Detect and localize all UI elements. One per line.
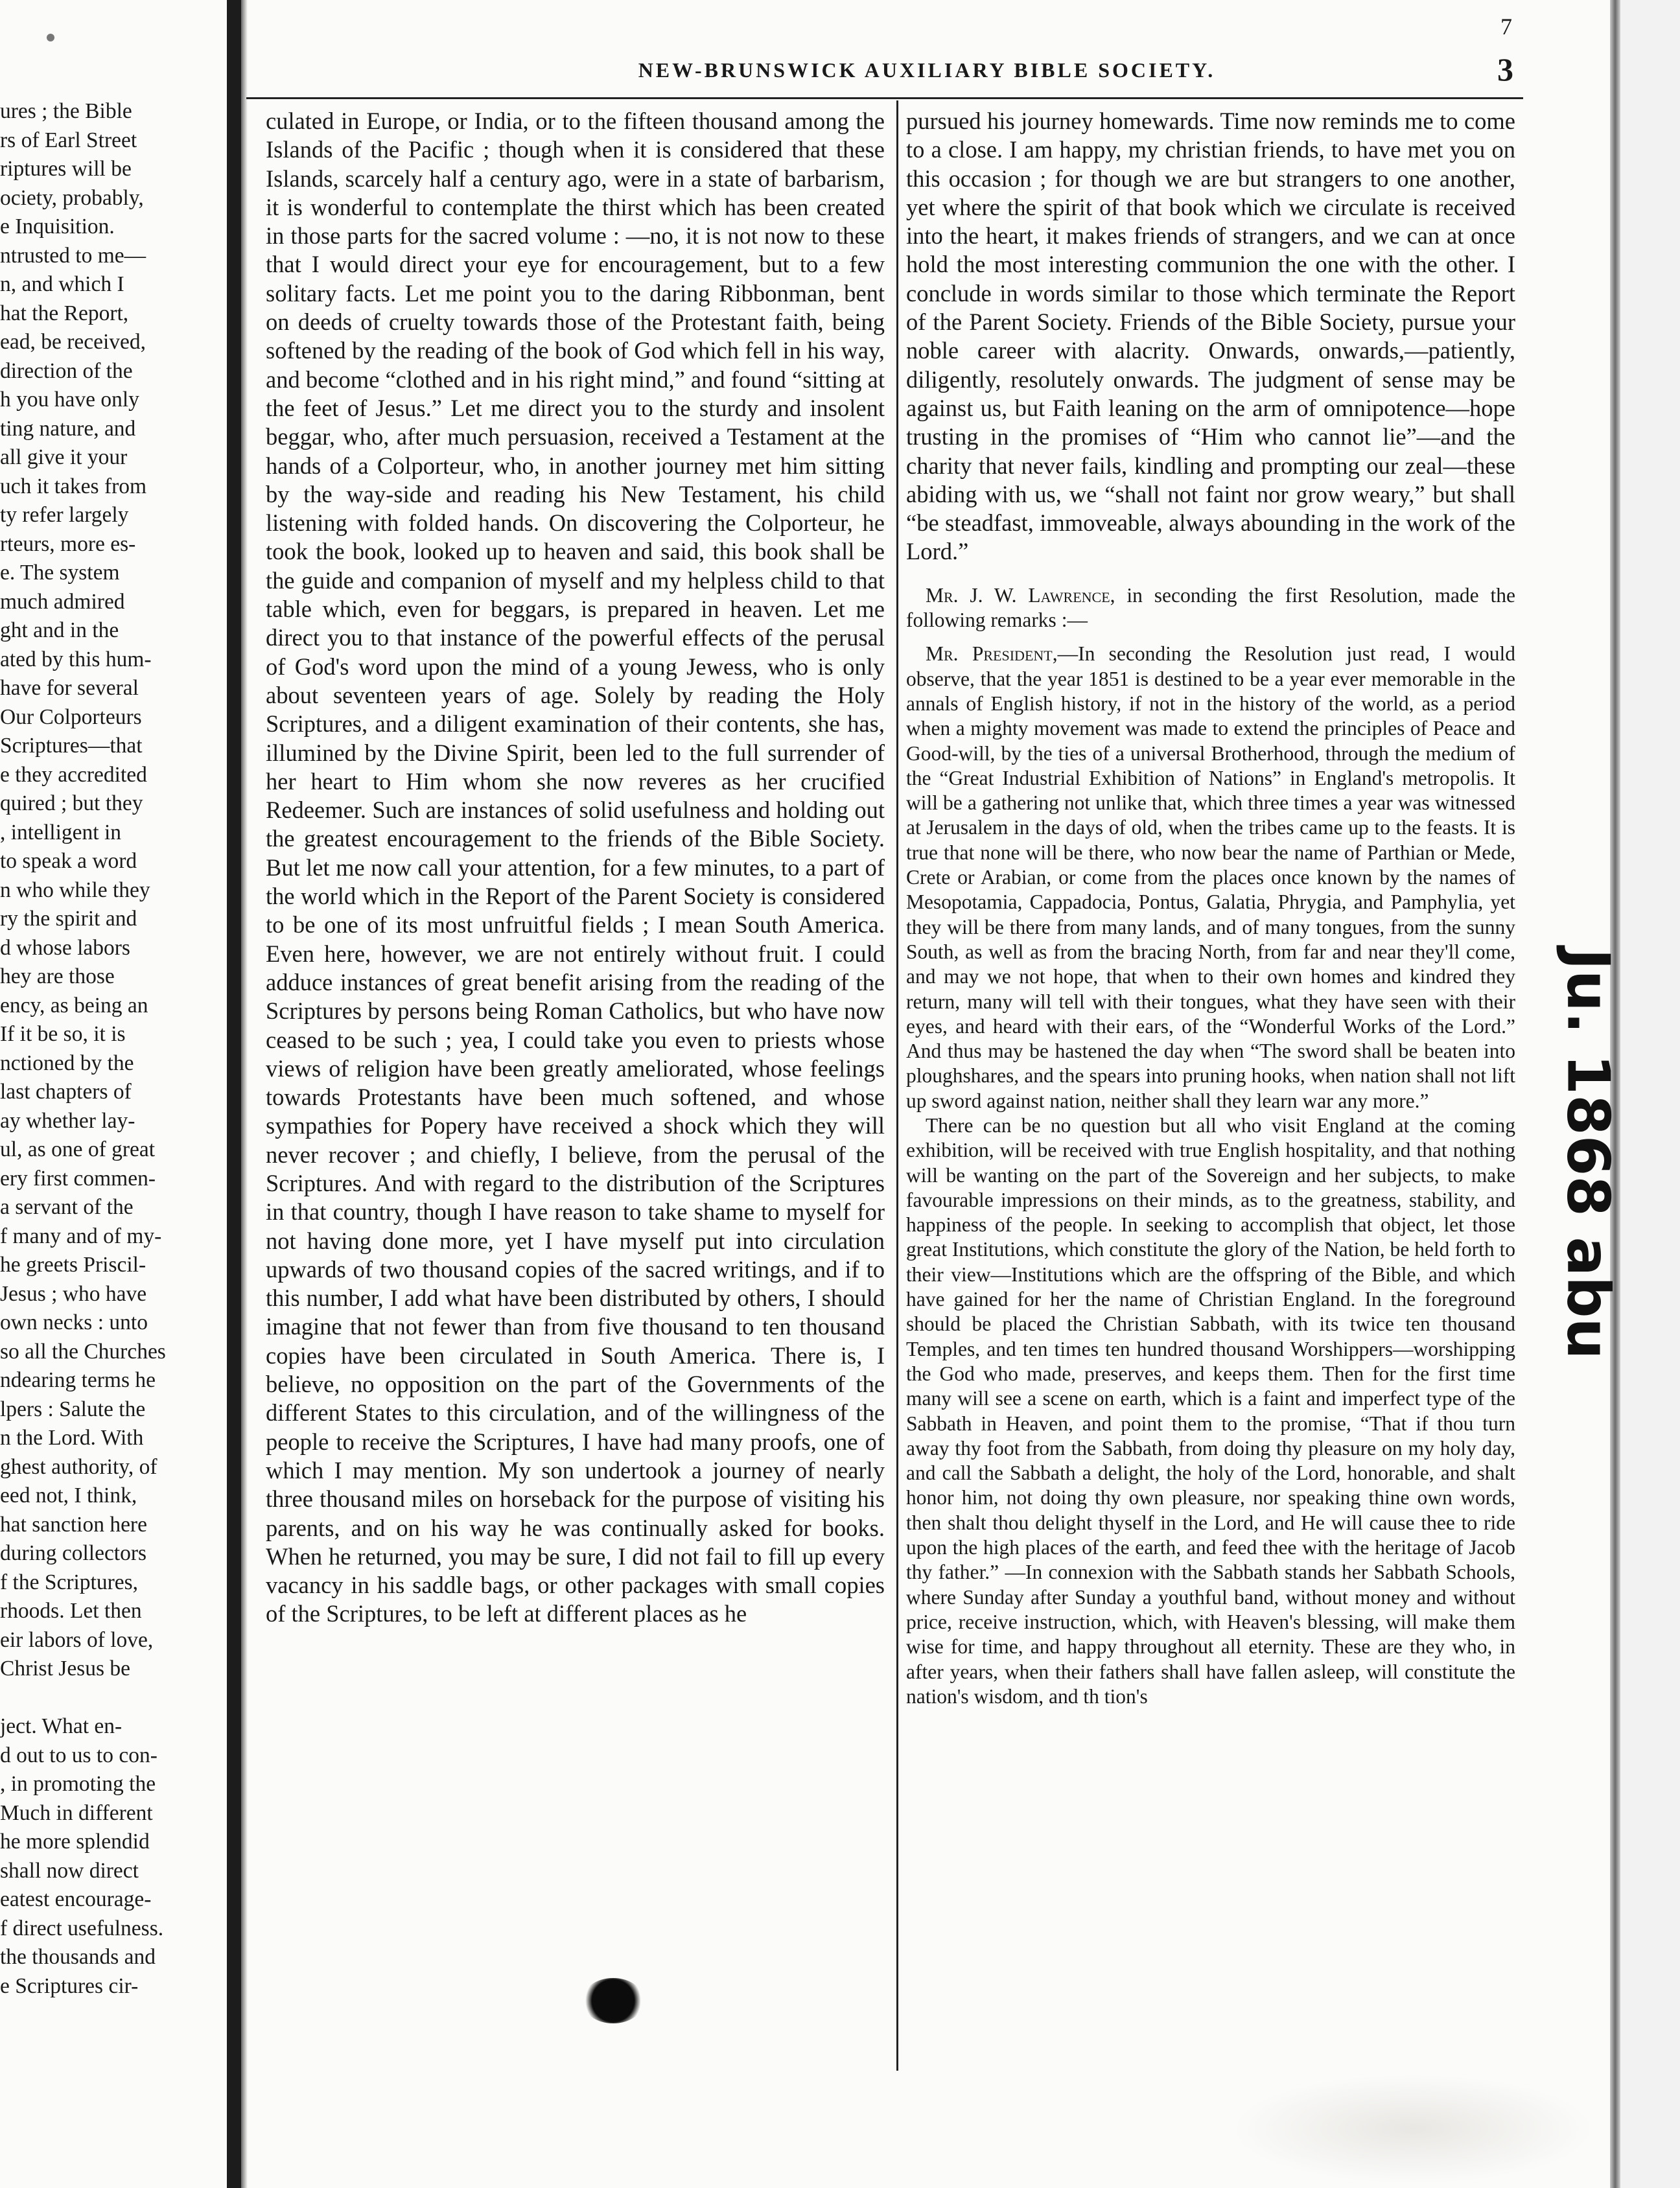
- binding-gutter: [227, 0, 241, 2188]
- left-column-line: ntrusted to me—: [0, 243, 146, 268]
- left-column-line: ghest authority, of: [0, 1454, 158, 1479]
- left-column-line: he more splendid: [0, 1830, 150, 1854]
- left-column-line: ency, as being an: [0, 993, 148, 1018]
- left-column-line: shall now direct: [0, 1858, 139, 1883]
- left-column-line: riptures will be: [0, 157, 132, 181]
- left-column-line: hey are those: [0, 964, 115, 988]
- left-column-line: ght and in the: [0, 618, 119, 642]
- left-column-line: uch it takes from: [0, 474, 147, 498]
- left-column-line: Jesus ; who have: [0, 1281, 147, 1306]
- left-column-line: ul, as one of great: [0, 1137, 156, 1161]
- address-lead: Mr. President,: [926, 642, 1058, 666]
- left-column-line: ay whether lay-: [0, 1108, 135, 1133]
- left-column-line: all give it your: [0, 445, 128, 469]
- left-column-line: a servant of the: [0, 1195, 134, 1219]
- left-column-line: e Scriptures cir-: [0, 1973, 139, 1998]
- ink-blot: [582, 1978, 644, 2023]
- left-column-line: eatest encourage-: [0, 1887, 152, 1911]
- left-column-line: d out to us to con-: [0, 1743, 158, 1767]
- left-column-line: last chapters of: [0, 1080, 132, 1104]
- gutter-shadow: [241, 0, 248, 2188]
- left-column-line: Scriptures—that: [0, 734, 143, 758]
- corner-mark: 7: [1500, 14, 1512, 40]
- left-column-line: ures ; the Bible: [0, 99, 132, 123]
- speech-paragraph-2: There can be no question but all who visit England at the coming exhibition, will be received with true English hospitality, and that nothing will be wanting on the part of the Sovereign and her subjects, to make favourable impressions on their minds, as to the greatness, stability, and happiness of the people. In seeking to accomplish that object, let those great Institutions, which constitute the glory of the Nation, be held forth to their view—Institutions which are the offspring of the Bible, and which have gained for her the name of Christian England. In the foreground should be placed the Christian Sabbath, with its twice ten thousand Temples, and ten times ten hundred thousand Worshippers—worshipping the God who made, preserves, and keeps them. Then for the first time many will see a scene on earth, which is a faint and imperfect type of the Sabbath in Heaven, and point them to the promise, “That if thou turn away thy foot from the Sabbath, from doing thy pleasure on my holy day, and call the Sabbath a delight, the holy of the Lord, honorable, and shalt honor him, not doing thy own pleasure, nor speaking thine own words, then shalt thou delight thyself in the Lord, and He will cause thee to ride upon the high places of the earth, and feed thee with the heritage of Jacob thy father.” —In connexion with the Sabbath stands her Sabbath Schools, where Sunday after Sunday a youthful band, without money and without price, receive instruction, which, with Heaven's blessing, will make them wise for time, and happy throughout all eternity. These are they who, in after years, when their fathers shall have fallen asleep, will constitute the nation's wisdom, and th tion's: [906, 1113, 1515, 1708]
- left-column-line: to speak a word: [0, 849, 137, 873]
- left-column-line: ry the spirit and: [0, 907, 137, 931]
- middle-column: [266, 107, 885, 1629]
- left-column-line: rteurs, more es-: [0, 531, 136, 556]
- left-column-line: e they accredited: [0, 762, 147, 787]
- left-column-line: e. The system: [0, 561, 120, 585]
- left-column-line: ery first commen-: [0, 1166, 156, 1191]
- handwritten-note-text: Ju. 1868 abu: [1554, 948, 1622, 1360]
- left-column-line: so all the Churches: [0, 1339, 166, 1364]
- left-column-line: ociety, probably,: [0, 185, 144, 210]
- left-column-line: own necks : unto: [0, 1310, 148, 1334]
- left-column-line: Much in different: [0, 1800, 153, 1825]
- left-column-line: lpers : Salute the: [0, 1397, 146, 1421]
- address-text: —In seconding the Resolution just read, I would observe, that the year 1851 is destined to be a year ever memorable in the annals of English history, if not in the history of the world, as a period when a mighty movement was made to extend the principles of Peace and Good-will, by the ties of a universal Brotherhood, through the medium of the “Great Industrial Exhibition of Nations” in England's metropolis. It will be a gathering not unlike that, which three times a year was witnessed at Jerusalem in the days of old, when the tribes came up to the feasts. It is true that none will be there, who now bear the name of Parthian or Mede, Crete or Arabian, or come from the places once known by the names of Mesopotamia, Cappadocia, Pontus, Galatia, Phrygia, and Pamphylia, yet they will be there from many lands, and of many tongues, from the sunny South, as well as from the bracing North, from far and near they'll come, and may we not hope, that when to their own homes and kindred they return, many will tell with their tongues, what they have seen with their eyes, and heard with their ears, of the “Wonderful Works of the Lord.” And thus may be hastened the day when “The sword shall be beaten into ploughshares, and the spears into pruning hooks, when nation shall not lift up sword against nation, neither shall they learn war any more.”: [906, 642, 1516, 1112]
- left-column-line: e Inquisition.: [0, 215, 115, 239]
- left-column-line: direction of the: [0, 358, 133, 383]
- left-column-line: hat the Report,: [0, 301, 129, 325]
- left-column-line: have for several: [0, 676, 139, 700]
- left-column-line: , intelligent in: [0, 820, 122, 844]
- left-column-line: f direct usefulness.: [0, 1916, 164, 1940]
- left-column-line: f the Scriptures,: [0, 1570, 139, 1594]
- left-column-line: [0, 1684, 211, 1713]
- left-column-line: nctioned by the: [0, 1051, 134, 1075]
- right-column: [906, 107, 1515, 1709]
- left-column-line: ead, be received,: [0, 330, 146, 354]
- left-column-line: he greets Priscil-: [0, 1253, 146, 1277]
- page-number: 3: [1497, 51, 1513, 87]
- speaker-intro-text: in seconding the first Resolution, made the following remarks :—: [906, 583, 1515, 632]
- left-column: [0, 97, 211, 2001]
- left-column-line: the thousands and: [0, 1945, 156, 1969]
- left-column-line: ndearing terms he: [0, 1368, 156, 1392]
- left-column-line: rhoods. Let then: [0, 1599, 142, 1623]
- header-rule: [246, 97, 1523, 99]
- left-column-line: , in promoting the: [0, 1772, 156, 1796]
- speech-opening: [906, 642, 1515, 1113]
- ink-speck: [47, 34, 54, 41]
- left-column-line: ject. What en-: [0, 1714, 122, 1738]
- left-column-line: d whose labors: [0, 935, 130, 960]
- handwritten-margin-note: [1530, 830, 1646, 1478]
- left-column-line: Christ Jesus be: [0, 1657, 130, 1681]
- speech-conclusion: pursued his journey homewards. Time now reminds me to come to a close. I am happy, my christian friends, to have met you on this occasion ; for though we are but strangers to one another, yet where the spirit of that book which we circulate is received into the heart, it makes friends of strangers, and we can at once hold the most interesting communion the one with the other. I conclude in words similar to those which terminate the Report of the Parent Society. Friends of the Bible Society, pursue your noble career with alacrity. Onwards, onwards,—patiently, diligently, resolutely onwards. The judgment of sense may be against us, but Faith leaning on the arm of omnipotence—hope trusting in the promises of “Him who cannot lie”—and the charity that never fails, kindling and prompting our zeal—these abiding with us, we “shall not faint nor grow weary,” but shall “be steadfast, immoveable, always abounding in the work of the Lord.”: [906, 108, 1515, 565]
- left-column-line: Our Colporteurs: [0, 704, 142, 729]
- left-column-line: h you have only: [0, 388, 139, 412]
- left-column-line: rs of Earl Street: [0, 128, 137, 152]
- middle-column-text: culated in Europe, or India, or to the fifteen thousand among the Islands of the Pacific ; though when it is considered that these Islands, scarcely half a century ago, were in a state of barbarism, it is wonderful to contemplate the thirst which has been created in those parts for the sacred volume : —no, it is not now to these that I would direct your eye for encouragement, but to a few solitary facts. Let me point you to the daring Ribbonman, bent on deeds of cruelty towards those of the Protestant faith, being softened by the reading of the book of God which fell in his way, and become “clothed and in his right mind,” and found “sitting at the feet of Jesus.” Let me direct you to the sturdy and insolent beggar, who, after much persuasion, received a Testament at the hands of a Colporteur, who, in another journey met him sitting by the way-side and reading his New Testament, his child listening with folded hands. On discovering the Colporteur, he took the book, looked up to heaven and said, this book shall be the guide and companion of myself and my helpless child to that table which, even for beggars, is prepared in heaven. Let me direct you to that instance of the powerful effects of the perusal of God's word upon the mind of a young Jewess, who is only about seventeen years of age. Solely by reading the Holy Scriptures, and a diligent examination of their contents, she has, illumined by the Divine Spirit, been led to the full surrender of her heart to Him whom she now reveres as her crucified Redeemer. Such are instances of solid usefulness and holding out the greatest encouragement to the friends of the Bible Society. But let me now call your attention, for a few minutes, to a part of the world which in the Report of the Parent Society is considered to be one of its most unfruitful fields ; I mean South America. Even here, however, we are not entirely without fruit. I could adduce instances of great benefit arising from the reading of the Scriptures by persons being Roman Catholics, but who have now ceased to be such ; yea, I could take you even to priests whose views of religion have been greatly ameliorated, whose feelings towards Protestants have been much softened, and whose sympathies for Popery have received a shock which they will never recover ; and chiefly, I believe, from the perusal of the Scriptures. And with regard to the distribution of the Scriptures in that country, though I have reason to take shame to myself for not having done more, yet I have myself put into circulation upwards of two thousand copies of the sacred writings, and if to this number, I add what have been distributed by others, I should imagine that not fewer than from five thousand to ten thousand copies have been circulated in South America. There is, I believe, no opposition on the part of the Governments of the different States to this circulation, and of the willingness of the people to receive the Scriptures, I have had many proofs, one of which I may mention. My son undertook a journey of nearly three thousand miles on horseback for the purpose of visiting his parents, and on his way he was continually asked for books. When he returned, you may be sure, I did not fail to fill up every vacancy in his saddle bags, or other packages with small copies of the Scriptures, to be left at different places as he: [266, 108, 885, 1627]
- left-column-line: ty refer largely: [0, 503, 129, 527]
- left-column-line: ated by this hum-: [0, 647, 152, 671]
- left-column-line: n who while they: [0, 878, 150, 902]
- column-rule: [896, 100, 898, 2071]
- left-column-line: If it be so, it is: [0, 1022, 126, 1046]
- speaker-introduction: [906, 583, 1515, 633]
- left-column-line: much admired: [0, 589, 125, 614]
- left-column-line: n, and which I: [0, 272, 124, 296]
- left-column-line: hat sanction here: [0, 1512, 147, 1537]
- left-column-line: quired ; but they: [0, 791, 143, 815]
- left-column-line: eir labors of love,: [0, 1627, 154, 1652]
- left-column-line: f many and of my-: [0, 1224, 162, 1248]
- left-column-line: during collectors: [0, 1541, 147, 1565]
- speaker-name: Mr. J. W. Lawrence,: [926, 583, 1115, 607]
- paper-stain: [1231, 2074, 1594, 2184]
- left-column-line: ting nature, and: [0, 416, 136, 441]
- running-title: NEW-BRUNSWICK AUXILIARY BIBLE SOCIETY.: [638, 58, 1216, 82]
- left-column-line: eed not, I think,: [0, 1484, 137, 1507]
- left-column-line: n the Lord. With: [0, 1426, 144, 1450]
